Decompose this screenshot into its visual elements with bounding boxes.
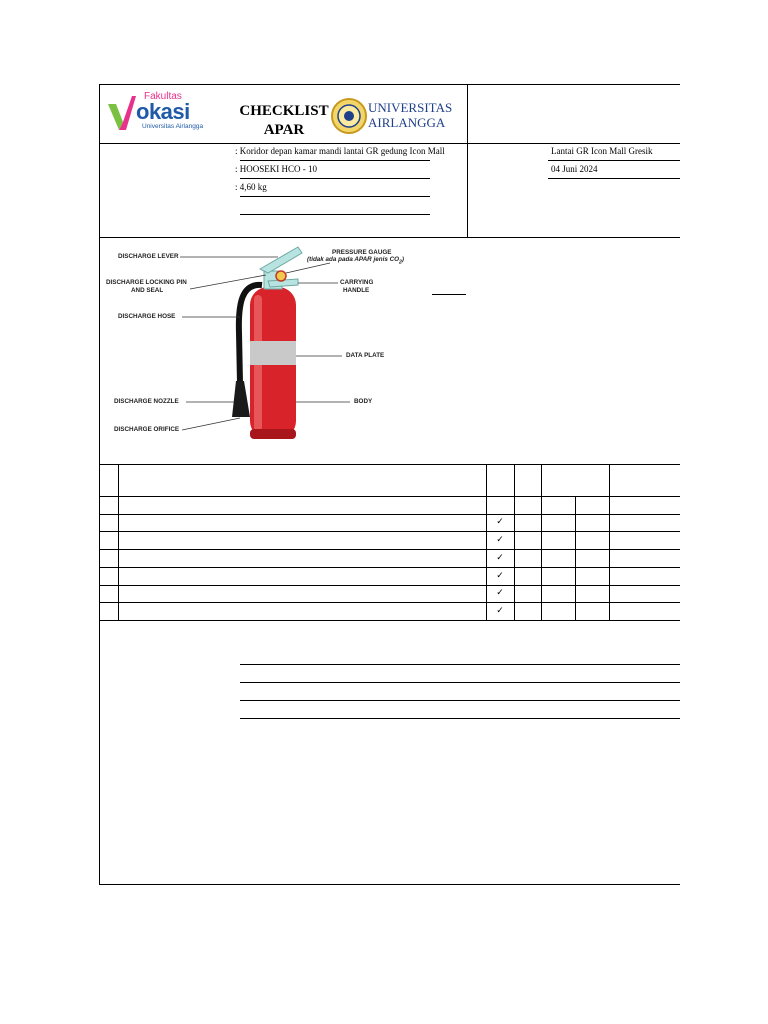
table-row-line	[99, 514, 680, 515]
vokasi-word-text: okasi	[136, 99, 190, 124]
vokasi-university-text: Universitas Airlangga	[142, 123, 204, 130]
header-divider	[99, 143, 680, 144]
table-row-line	[99, 531, 680, 532]
check-cell[interactable]: ✓	[496, 571, 504, 581]
table-col-line	[118, 464, 119, 620]
notes-line	[240, 718, 680, 719]
title-line-2: APAR	[263, 122, 305, 138]
check-cell[interactable]: ✓	[496, 606, 504, 616]
title-line-1: CHECKLIST	[239, 103, 329, 119]
table-row-line	[99, 585, 680, 586]
extinguisher-diagram	[102, 243, 418, 443]
table-col-line	[575, 496, 576, 620]
table-header-line	[99, 496, 680, 497]
label-body: BODY	[354, 398, 373, 405]
extinguisher-illustration	[102, 243, 418, 443]
label-pressure-note	[307, 256, 404, 266]
unair-logo	[330, 96, 453, 136]
check-cell[interactable]: ✓	[496, 588, 504, 598]
label-locking-pin-1: DISCHARGE LOCKING PIN	[106, 279, 187, 286]
table-row-line	[99, 549, 680, 550]
table-bottom-line	[99, 620, 680, 621]
check-cell[interactable]: ✓	[496, 553, 504, 563]
date-underline	[548, 178, 680, 179]
table-col-line	[541, 464, 542, 620]
diagram-side-underline	[432, 294, 466, 295]
type-underline	[240, 178, 430, 179]
header-right-divider	[467, 84, 468, 237]
label-discharge-lever: DISCHARGE LEVER	[118, 253, 179, 260]
label-discharge-hose: DISCHARGE HOSE	[118, 313, 176, 320]
page-title	[236, 102, 332, 140]
vokasi-faculty-text: Fakultas	[144, 91, 182, 102]
pressure-note-text: (tidak ada pada APAR jenis CO	[307, 256, 400, 263]
location-value: : Koridor depan kamar mandi lantai GR gedung Icon Mall	[235, 146, 445, 156]
check-cell[interactable]: ✓	[496, 535, 504, 545]
checklist-table	[99, 464, 680, 620]
table-row-line	[99, 567, 680, 568]
weight-underline	[240, 196, 430, 197]
label-pressure-gauge: PRESSURE GAUGE	[332, 249, 392, 256]
pressure-note-end: )	[401, 256, 404, 263]
label-locking-pin-2: AND SEAL	[131, 287, 164, 294]
table-top-line	[99, 464, 680, 465]
label-carrying-handle-1: CARRYING	[340, 279, 374, 286]
floor-value: Lantai GR Icon Mall Gresik	[551, 146, 653, 156]
location-underline	[240, 160, 430, 161]
weight-value: : 4,60 kg	[235, 182, 267, 192]
unair-line-2: AIRLANGGA	[368, 115, 446, 130]
vokasi-logo	[106, 90, 206, 134]
notes-line	[240, 682, 680, 683]
unair-line-1: UNIVERSITAS	[368, 100, 453, 115]
check-cell[interactable]: ✓	[496, 517, 504, 527]
blank-underline	[240, 214, 430, 215]
notes-line	[240, 664, 680, 665]
type-value: : HOOSEKI HCO - 10	[235, 164, 317, 174]
table-col-line	[514, 464, 515, 620]
label-carrying-handle-2: HANDLE	[343, 287, 370, 294]
date-value: 04 Juni 2024	[551, 164, 598, 174]
table-col-line	[609, 464, 610, 620]
label-data-plate: DATA PLATE	[346, 352, 385, 359]
floor-underline	[548, 160, 680, 161]
table-row-line	[99, 602, 680, 603]
label-discharge-nozzle: DISCHARGE NOZZLE	[114, 398, 179, 405]
label-discharge-orifice: DISCHARGE ORIFICE	[114, 426, 180, 433]
pressure-note-subscript: 2	[399, 259, 402, 266]
info-bottom-divider	[99, 237, 680, 238]
unair-seal-icon	[330, 97, 368, 135]
notes-line	[240, 700, 680, 701]
